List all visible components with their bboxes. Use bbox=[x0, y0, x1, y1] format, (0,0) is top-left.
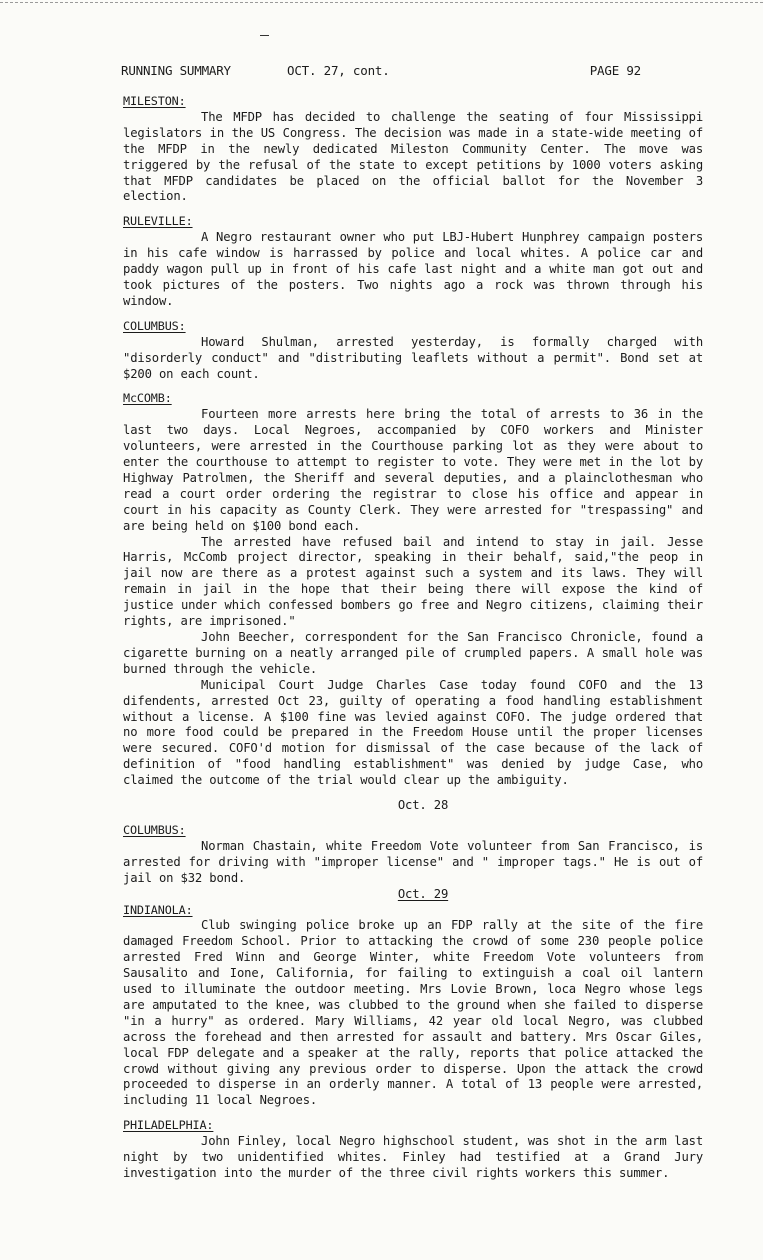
section-mileston bbox=[123, 94, 703, 205]
date-heading-oct28: Oct. 28 bbox=[397, 798, 449, 813]
header-date: OCT. 27, cont. bbox=[287, 63, 390, 78]
paragraph: John Finley, local Negro highschool student, was shot in the arm last night by two unidentified whites. Finley had testified at a Grand Jury investigation into the murder of the three civil rights workers this summer. bbox=[123, 1134, 703, 1180]
paragraph: Norman Chastain, white Freedom Vote volunteer from San Francisco, is arrested for driving with "improper license" and " improper tags." He is out of jail on $32 bond. bbox=[123, 838, 703, 885]
section-indianola bbox=[123, 903, 703, 1110]
date-heading-oct29 bbox=[123, 887, 703, 903]
header-summary-title: RUNNING SUMMARY bbox=[121, 63, 231, 78]
document-body bbox=[123, 94, 703, 1182]
stray-mark bbox=[260, 35, 269, 36]
header-page-number: PAGE 92 bbox=[589, 63, 641, 78]
section-heading: RULEVILLE: bbox=[123, 214, 193, 229]
section-heading: INDIANOLA: bbox=[123, 902, 193, 917]
section-heading: COLUMBUS: bbox=[123, 822, 186, 837]
section-heading: COLUMBUS: bbox=[123, 318, 186, 333]
paragraph: Fourteen more arrests here bring the total of arrests to 36 in the last two days. Local Negroes, accompanied by COFO workers and Minister volunteers, were arrested in the Courthouse parking lot as they were about to enter the courthouse to attempt to register to vote. They were met in the lot by Highway Patrolmen, the Sheriff and several deputies, and a plainclothesman who read a court order ordering the registrar to close his office and appear in court in his capacity as County Clerk. They were arrested for "trespassing" and are being held on $100 bond each. bbox=[123, 407, 703, 533]
paragraph: The arrested have refused bail and intend to stay in jail. Jesse Harris, McComb project director, speaking in their behalf, said,"the peop in jail now are there as a protest against such a system and its laws. They will remain in jail in the hope that their being there will expose the kind of justice under which confessed bombers go free and Negro citizens, claiming their rights, are imprisoned." bbox=[123, 534, 703, 629]
paragraph: The MFDP has decided to challenge the seating of four Mississippi legislators in the US Congress. The decision was made in a state-wide meeting of the MFDP in the newly dedicated Mileston Community Center. The move was triggered by the refusal of the state to except petitions by 1000 voters asking that MFDP candidates be placed on the official ballot for the November 3 election. bbox=[123, 109, 703, 204]
page-top-edge bbox=[0, 2, 763, 3]
date-heading-text: Oct. 29 bbox=[397, 886, 449, 901]
paragraph: A Negro restaurant owner who put LBJ-Hubert Hunphrey campaign posters in his cafe window is harrassed by police and local whites. A police car and paddy wagon pull up in front of his cafe last night and a white man got out and took pictures of the posters. Two nights ago a rock was thrown through his window. bbox=[123, 230, 703, 308]
section-columbus-oct27 bbox=[123, 319, 703, 383]
section-philadelphia bbox=[123, 1118, 703, 1182]
section-columbus-oct28 bbox=[123, 823, 703, 887]
section-heading: MILESTON: bbox=[123, 94, 186, 108]
section-ruleville bbox=[123, 214, 703, 309]
section-heading: PHILADELPHIA: bbox=[123, 1118, 214, 1133]
paragraph: Howard Shulman, arrested yesterday, is formally charged with "disorderly conduct" and "distributing leaflets without a permit". Bond set at $200 on each count. bbox=[123, 334, 703, 381]
section-mccomb bbox=[123, 391, 703, 789]
page-header bbox=[121, 63, 641, 79]
paragraph: Municipal Court Judge Charles Case today found COFO and the 13 difendents, arrested Oct 23, guilty of operating a food handling establishment without a license. A $100 fine was levied against COFO. The judge ordered that no more food could be prepared in the Freedom House until the proper licenses were secured. COFO'd motion for dismissal of the case because of the lack of definition of "food handling establishment" was denied by judge Case, who claimed the outcome of the trial would clear up the ambiguity. bbox=[123, 677, 703, 788]
paragraph: John Beecher, correspondent for the San Francisco Chronicle, found a cigarette burning on a neatly arranged pile of crumpled papers. A small hole was burned through the vehicle. bbox=[123, 630, 703, 676]
paragraph: Club swinging police broke up an FDP rally at the site of the fire damaged Freedom School. Prior to attacking the crowd of some 230 people police arrested Fred Winn and George Winter, white Freedom Vote volunteers from Sausalito and Ione, California, for failing to extinguish a coal oil lantern used to illuminate the outdoor meeting. Mrs Lovie Brown, loca Negro whose legs are amputated to the knee, was clubbed to the ground when she failed to disperse "in a hurry" as ordered. Mary Williams, 42 year old local Negro, was clubbed across the forehead and then arrested for assault and battery. Mrs Oscar Giles, local FDP delegate and a speaker at the rally, reports that police attacked the crowd without giving any previous order to disperse. Upon the attack the crowd proceeded to disperse in an orderly manner. A total of 13 people were arrested, including 11 local Negroes. bbox=[123, 918, 703, 1108]
section-heading: McCOMB: bbox=[123, 391, 172, 406]
